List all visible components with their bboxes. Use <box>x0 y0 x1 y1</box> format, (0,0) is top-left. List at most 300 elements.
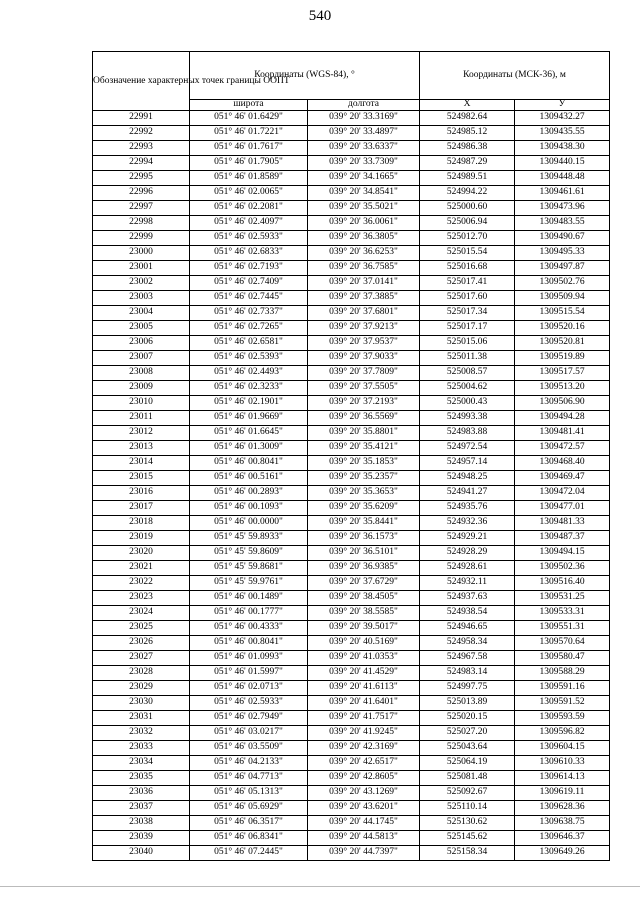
cell-point-id: 22993 <box>93 141 190 156</box>
table-row <box>93 501 610 516</box>
cell-x-coordinate: 525027.20 <box>420 726 515 741</box>
cell-longitude: 039° 20' 33.4897" <box>308 126 420 141</box>
table-row <box>93 591 610 606</box>
cell-y-coordinate: 1309469.47 <box>515 471 610 486</box>
cell-y-coordinate: 1309481.41 <box>515 426 610 441</box>
cell-longitude: 039° 20' 35.8801" <box>308 426 420 441</box>
cell-point-id: 23016 <box>93 486 190 501</box>
cell-longitude: 039° 20' 37.6801" <box>308 306 420 321</box>
cell-x-coordinate: 525064.19 <box>420 756 515 771</box>
table-row <box>93 786 610 801</box>
header-wgs84: Координаты (WGS-84), ° <box>190 52 420 100</box>
cell-point-id: 23030 <box>93 696 190 711</box>
cell-x-coordinate: 525004.62 <box>420 381 515 396</box>
table-row <box>93 696 610 711</box>
cell-latitude: 051° 46' 00.5161" <box>190 471 308 486</box>
cell-x-coordinate: 525011.38 <box>420 351 515 366</box>
cell-longitude: 039° 20' 42.8605" <box>308 771 420 786</box>
cell-latitude: 051° 46' 05.6929" <box>190 801 308 816</box>
cell-latitude: 051° 46' 02.5933" <box>190 231 308 246</box>
cell-x-coordinate: 524932.11 <box>420 576 515 591</box>
cell-y-coordinate: 1309551.31 <box>515 621 610 636</box>
cell-y-coordinate: 1309502.76 <box>515 276 610 291</box>
cell-x-coordinate: 525145.62 <box>420 831 515 846</box>
cell-x-coordinate: 525013.89 <box>420 696 515 711</box>
table-row <box>93 756 610 771</box>
cell-y-coordinate: 1309506.90 <box>515 396 610 411</box>
cell-latitude: 051° 46' 02.6581" <box>190 336 308 351</box>
cell-x-coordinate: 524928.61 <box>420 561 515 576</box>
cell-point-id: 22991 <box>93 111 190 126</box>
cell-latitude: 051° 46' 00.8041" <box>190 456 308 471</box>
cell-latitude: 051° 46' 01.3009" <box>190 441 308 456</box>
cell-latitude: 051° 46' 00.0000" <box>190 516 308 531</box>
table-row <box>93 366 610 381</box>
cell-longitude: 039° 20' 37.9033" <box>308 351 420 366</box>
cell-latitude: 051° 46' 01.7617" <box>190 141 308 156</box>
cell-longitude: 039° 20' 37.9537" <box>308 336 420 351</box>
cell-x-coordinate: 525017.34 <box>420 306 515 321</box>
cell-point-id: 23033 <box>93 741 190 756</box>
cell-longitude: 039° 20' 36.5569" <box>308 411 420 426</box>
cell-x-coordinate: 525043.64 <box>420 741 515 756</box>
cell-point-id: 22995 <box>93 171 190 186</box>
coordinates-table <box>92 51 610 861</box>
cell-y-coordinate: 1309516.40 <box>515 576 610 591</box>
cell-y-coordinate: 1309614.13 <box>515 771 610 786</box>
cell-point-id: 22994 <box>93 156 190 171</box>
cell-x-coordinate: 524972.54 <box>420 441 515 456</box>
cell-point-id: 23005 <box>93 321 190 336</box>
cell-longitude: 039° 20' 36.6253" <box>308 246 420 261</box>
table-row <box>93 651 610 666</box>
cell-y-coordinate: 1309593.59 <box>515 711 610 726</box>
table-row <box>93 516 610 531</box>
cell-point-id: 23011 <box>93 411 190 426</box>
cell-y-coordinate: 1309591.52 <box>515 696 610 711</box>
table-row <box>93 291 610 306</box>
cell-point-id: 23023 <box>93 591 190 606</box>
cell-y-coordinate: 1309519.89 <box>515 351 610 366</box>
header-point: Обозначение характерных точек границы ООПТ <box>93 52 190 111</box>
cell-y-coordinate: 1309494.28 <box>515 411 610 426</box>
cell-y-coordinate: 1309520.16 <box>515 321 610 336</box>
table-row <box>93 156 610 171</box>
cell-point-id: 23019 <box>93 531 190 546</box>
cell-x-coordinate: 525015.06 <box>420 336 515 351</box>
cell-latitude: 051° 46' 02.5393" <box>190 351 308 366</box>
cell-x-coordinate: 524986.38 <box>420 141 515 156</box>
cell-longitude: 039° 20' 37.2193" <box>308 396 420 411</box>
cell-latitude: 051° 46' 01.8589" <box>190 171 308 186</box>
cell-y-coordinate: 1309435.55 <box>515 126 610 141</box>
cell-point-id: 22998 <box>93 216 190 231</box>
cell-latitude: 051° 46' 01.7905" <box>190 156 308 171</box>
cell-x-coordinate: 524937.63 <box>420 591 515 606</box>
cell-longitude: 039° 20' 35.6209" <box>308 501 420 516</box>
cell-x-coordinate: 525092.67 <box>420 786 515 801</box>
cell-longitude: 039° 20' 38.4505" <box>308 591 420 606</box>
cell-x-coordinate: 525020.15 <box>420 711 515 726</box>
table-row <box>93 426 610 441</box>
cell-y-coordinate: 1309509.94 <box>515 291 610 306</box>
cell-longitude: 039° 20' 37.3885" <box>308 291 420 306</box>
cell-x-coordinate: 524946.65 <box>420 621 515 636</box>
table-row <box>93 276 610 291</box>
cell-point-id: 23027 <box>93 651 190 666</box>
table-row <box>93 336 610 351</box>
cell-point-id: 23003 <box>93 291 190 306</box>
cell-longitude: 039° 20' 41.0353" <box>308 651 420 666</box>
cell-longitude: 039° 20' 36.9385" <box>308 561 420 576</box>
cell-latitude: 051° 46' 02.4097" <box>190 216 308 231</box>
cell-latitude: 051° 45' 59.8933" <box>190 531 308 546</box>
cell-longitude: 039° 20' 36.7585" <box>308 261 420 276</box>
cell-x-coordinate: 524941.27 <box>420 486 515 501</box>
cell-x-coordinate: 525017.17 <box>420 321 515 336</box>
cell-longitude: 039° 20' 35.8441" <box>308 516 420 531</box>
cell-latitude: 051° 46' 02.7337" <box>190 306 308 321</box>
cell-point-id: 23004 <box>93 306 190 321</box>
cell-x-coordinate: 525012.70 <box>420 231 515 246</box>
cell-latitude: 051° 46' 04.7713" <box>190 771 308 786</box>
cell-x-coordinate: 524957.14 <box>420 456 515 471</box>
table-row <box>93 816 610 831</box>
cell-y-coordinate: 1309468.40 <box>515 456 610 471</box>
cell-y-coordinate: 1309649.26 <box>515 846 610 861</box>
cell-point-id: 22997 <box>93 201 190 216</box>
cell-y-coordinate: 1309494.15 <box>515 546 610 561</box>
cell-point-id: 23022 <box>93 576 190 591</box>
table-row <box>93 741 610 756</box>
cell-y-coordinate: 1309638.75 <box>515 816 610 831</box>
page-bottom-rule <box>0 886 640 887</box>
cell-x-coordinate: 524985.12 <box>420 126 515 141</box>
cell-y-coordinate: 1309440.15 <box>515 156 610 171</box>
cell-longitude: 039° 20' 41.6401" <box>308 696 420 711</box>
cell-x-coordinate: 524932.36 <box>420 516 515 531</box>
cell-point-id: 23021 <box>93 561 190 576</box>
cell-longitude: 039° 20' 33.3169" <box>308 111 420 126</box>
cell-y-coordinate: 1309515.54 <box>515 306 610 321</box>
cell-longitude: 039° 20' 37.7809" <box>308 366 420 381</box>
cell-longitude: 039° 20' 35.1853" <box>308 456 420 471</box>
cell-point-id: 23012 <box>93 426 190 441</box>
table-row <box>93 441 610 456</box>
cell-point-id: 23002 <box>93 276 190 291</box>
cell-longitude: 039° 20' 33.7309" <box>308 156 420 171</box>
cell-y-coordinate: 1309487.37 <box>515 531 610 546</box>
cell-y-coordinate: 1309495.33 <box>515 246 610 261</box>
cell-point-id: 23040 <box>93 846 190 861</box>
cell-longitude: 039° 20' 35.5021" <box>308 201 420 216</box>
cell-x-coordinate: 525110.14 <box>420 801 515 816</box>
cell-longitude: 039° 20' 35.4121" <box>308 441 420 456</box>
cell-y-coordinate: 1309591.16 <box>515 681 610 696</box>
cell-longitude: 039° 20' 41.6113" <box>308 681 420 696</box>
cell-x-coordinate: 524997.75 <box>420 681 515 696</box>
cell-y-coordinate: 1309619.11 <box>515 786 610 801</box>
cell-longitude: 039° 20' 44.5813" <box>308 831 420 846</box>
cell-longitude: 039° 20' 36.1573" <box>308 531 420 546</box>
cell-x-coordinate: 525016.68 <box>420 261 515 276</box>
cell-latitude: 051° 46' 07.2445" <box>190 846 308 861</box>
cell-y-coordinate: 1309461.61 <box>515 186 610 201</box>
cell-latitude: 051° 46' 06.3517" <box>190 816 308 831</box>
cell-point-id: 23034 <box>93 756 190 771</box>
cell-x-coordinate: 525130.62 <box>420 816 515 831</box>
cell-point-id: 23039 <box>93 831 190 846</box>
table-row <box>93 126 610 141</box>
cell-x-coordinate: 524928.29 <box>420 546 515 561</box>
cell-y-coordinate: 1309473.96 <box>515 201 610 216</box>
cell-latitude: 051° 46' 02.5933" <box>190 696 308 711</box>
table-row <box>93 381 610 396</box>
cell-longitude: 039° 20' 33.6337" <box>308 141 420 156</box>
table-row <box>93 396 610 411</box>
cell-point-id: 23020 <box>93 546 190 561</box>
cell-latitude: 051° 46' 06.8341" <box>190 831 308 846</box>
cell-latitude: 051° 46' 00.1777" <box>190 606 308 621</box>
cell-longitude: 039° 20' 40.5169" <box>308 636 420 651</box>
cell-latitude: 051° 45' 59.8681" <box>190 561 308 576</box>
cell-latitude: 051° 45' 59.8609" <box>190 546 308 561</box>
cell-y-coordinate: 1309533.31 <box>515 606 610 621</box>
cell-x-coordinate: 525158.34 <box>420 846 515 861</box>
cell-y-coordinate: 1309502.36 <box>515 561 610 576</box>
cell-longitude: 039° 20' 37.6729" <box>308 576 420 591</box>
cell-y-coordinate: 1309517.57 <box>515 366 610 381</box>
header-longitude: долгота <box>308 100 420 111</box>
header-msk36: Координаты (МСК-36), м <box>420 52 610 100</box>
cell-x-coordinate: 524935.76 <box>420 501 515 516</box>
cell-latitude: 051° 46' 00.2893" <box>190 486 308 501</box>
table-row <box>93 666 610 681</box>
cell-x-coordinate: 524989.51 <box>420 171 515 186</box>
cell-point-id: 23010 <box>93 396 190 411</box>
cell-longitude: 039° 20' 43.1269" <box>308 786 420 801</box>
cell-longitude: 039° 20' 34.1665" <box>308 171 420 186</box>
cell-latitude: 051° 46' 01.7221" <box>190 126 308 141</box>
cell-latitude: 051° 46' 02.7445" <box>190 291 308 306</box>
cell-longitude: 039° 20' 36.0061" <box>308 216 420 231</box>
cell-x-coordinate: 525015.54 <box>420 246 515 261</box>
table-row <box>93 576 610 591</box>
cell-y-coordinate: 1309604.15 <box>515 741 610 756</box>
cell-point-id: 23024 <box>93 606 190 621</box>
cell-longitude: 039° 20' 43.6201" <box>308 801 420 816</box>
cell-x-coordinate: 524938.54 <box>420 606 515 621</box>
table-row <box>93 231 610 246</box>
cell-y-coordinate: 1309432.27 <box>515 111 610 126</box>
cell-longitude: 039° 20' 41.7517" <box>308 711 420 726</box>
cell-y-coordinate: 1309513.20 <box>515 381 610 396</box>
table-row <box>93 726 610 741</box>
cell-point-id: 23029 <box>93 681 190 696</box>
cell-point-id: 23036 <box>93 786 190 801</box>
cell-point-id: 23014 <box>93 456 190 471</box>
cell-y-coordinate: 1309570.64 <box>515 636 610 651</box>
cell-x-coordinate: 525081.48 <box>420 771 515 786</box>
cell-point-id: 22996 <box>93 186 190 201</box>
cell-point-id: 23000 <box>93 246 190 261</box>
cell-point-id: 22992 <box>93 126 190 141</box>
cell-longitude: 039° 20' 37.0141" <box>308 276 420 291</box>
cell-point-id: 23035 <box>93 771 190 786</box>
cell-latitude: 051° 46' 02.7265" <box>190 321 308 336</box>
table-row <box>93 681 610 696</box>
cell-x-coordinate: 524987.29 <box>420 156 515 171</box>
cell-point-id: 23031 <box>93 711 190 726</box>
cell-point-id: 23013 <box>93 441 190 456</box>
table-row <box>93 351 610 366</box>
header-y: У <box>515 100 610 111</box>
cell-latitude: 051° 45' 59.9761" <box>190 576 308 591</box>
table-row <box>93 846 610 861</box>
cell-x-coordinate: 525008.57 <box>420 366 515 381</box>
table-row <box>93 306 610 321</box>
cell-point-id: 23032 <box>93 726 190 741</box>
table-row <box>93 486 610 501</box>
cell-y-coordinate: 1309588.29 <box>515 666 610 681</box>
header-latitude: широта <box>190 100 308 111</box>
cell-longitude: 039° 20' 36.3805" <box>308 231 420 246</box>
cell-latitude: 051° 46' 02.3233" <box>190 381 308 396</box>
cell-longitude: 039° 20' 37.5505" <box>308 381 420 396</box>
cell-longitude: 039° 20' 37.9213" <box>308 321 420 336</box>
cell-point-id: 23001 <box>93 261 190 276</box>
cell-x-coordinate: 524958.34 <box>420 636 515 651</box>
cell-y-coordinate: 1309448.48 <box>515 171 610 186</box>
cell-point-id: 23007 <box>93 351 190 366</box>
cell-y-coordinate: 1309580.47 <box>515 651 610 666</box>
table-row <box>93 531 610 546</box>
cell-x-coordinate: 524983.14 <box>420 666 515 681</box>
table-row <box>93 261 610 276</box>
table-row <box>93 546 610 561</box>
cell-y-coordinate: 1309438.30 <box>515 141 610 156</box>
cell-latitude: 051° 46' 02.0065" <box>190 186 308 201</box>
cell-latitude: 051° 46' 04.2133" <box>190 756 308 771</box>
table-row <box>93 216 610 231</box>
cell-longitude: 039° 20' 38.5585" <box>308 606 420 621</box>
cell-x-coordinate: 524929.21 <box>420 531 515 546</box>
cell-latitude: 051° 46' 01.6429" <box>190 111 308 126</box>
cell-point-id: 23018 <box>93 516 190 531</box>
table-row <box>93 201 610 216</box>
table-row <box>93 606 610 621</box>
cell-latitude: 051° 46' 00.1489" <box>190 591 308 606</box>
cell-longitude: 039° 20' 41.4529" <box>308 666 420 681</box>
cell-x-coordinate: 524982.64 <box>420 111 515 126</box>
cell-latitude: 051° 46' 03.0217" <box>190 726 308 741</box>
cell-y-coordinate: 1309520.81 <box>515 336 610 351</box>
cell-latitude: 051° 46' 02.1901" <box>190 396 308 411</box>
cell-latitude: 051° 46' 02.4493" <box>190 366 308 381</box>
cell-y-coordinate: 1309483.55 <box>515 216 610 231</box>
table-row <box>93 246 610 261</box>
cell-latitude: 051° 46' 00.4333" <box>190 621 308 636</box>
cell-latitude: 051° 46' 01.0993" <box>190 651 308 666</box>
cell-y-coordinate: 1309497.87 <box>515 261 610 276</box>
cell-y-coordinate: 1309646.37 <box>515 831 610 846</box>
cell-longitude: 039° 20' 42.6517" <box>308 756 420 771</box>
cell-point-id: 22999 <box>93 231 190 246</box>
table-row <box>93 411 610 426</box>
cell-latitude: 051° 46' 03.5509" <box>190 741 308 756</box>
cell-x-coordinate: 524948.25 <box>420 471 515 486</box>
cell-x-coordinate: 525017.60 <box>420 291 515 306</box>
cell-y-coordinate: 1309628.36 <box>515 801 610 816</box>
cell-x-coordinate: 524993.38 <box>420 411 515 426</box>
cell-y-coordinate: 1309610.33 <box>515 756 610 771</box>
table-row <box>93 636 610 651</box>
cell-x-coordinate: 524967.58 <box>420 651 515 666</box>
cell-point-id: 23015 <box>93 471 190 486</box>
cell-longitude: 039° 20' 41.9245" <box>308 726 420 741</box>
cell-x-coordinate: 525000.43 <box>420 396 515 411</box>
cell-longitude: 039° 20' 36.5101" <box>308 546 420 561</box>
cell-point-id: 23028 <box>93 666 190 681</box>
cell-y-coordinate: 1309481.33 <box>515 516 610 531</box>
page-number: 540 <box>308 8 332 24</box>
cell-longitude: 039° 20' 34.8541" <box>308 186 420 201</box>
cell-point-id: 23037 <box>93 801 190 816</box>
cell-latitude: 051° 46' 02.7193" <box>190 261 308 276</box>
table-row <box>93 561 610 576</box>
cell-latitude: 051° 46' 02.7409" <box>190 276 308 291</box>
cell-point-id: 23008 <box>93 366 190 381</box>
cell-point-id: 23026 <box>93 636 190 651</box>
table-row <box>93 471 610 486</box>
cell-latitude: 051° 46' 05.1313" <box>190 786 308 801</box>
cell-x-coordinate: 525006.94 <box>420 216 515 231</box>
cell-latitude: 051° 46' 01.6645" <box>190 426 308 441</box>
cell-point-id: 23006 <box>93 336 190 351</box>
cell-x-coordinate: 524983.88 <box>420 426 515 441</box>
table-body <box>93 111 610 861</box>
table-row <box>93 141 610 156</box>
cell-longitude: 039° 20' 42.3169" <box>308 741 420 756</box>
table-row <box>93 456 610 471</box>
cell-latitude: 051° 46' 00.8041" <box>190 636 308 651</box>
cell-latitude: 051° 46' 01.5997" <box>190 666 308 681</box>
header-x: X <box>420 100 515 111</box>
cell-y-coordinate: 1309472.57 <box>515 441 610 456</box>
cell-point-id: 23017 <box>93 501 190 516</box>
table-row <box>93 801 610 816</box>
table-row <box>93 186 610 201</box>
table-row <box>93 111 610 126</box>
table-row <box>93 711 610 726</box>
table-row <box>93 831 610 846</box>
cell-x-coordinate: 525000.60 <box>420 201 515 216</box>
cell-y-coordinate: 1309531.25 <box>515 591 610 606</box>
cell-latitude: 051° 46' 02.6833" <box>190 246 308 261</box>
cell-y-coordinate: 1309490.67 <box>515 231 610 246</box>
cell-longitude: 039° 20' 44.7397" <box>308 846 420 861</box>
cell-longitude: 039° 20' 35.2357" <box>308 471 420 486</box>
cell-y-coordinate: 1309472.04 <box>515 486 610 501</box>
table-row <box>93 621 610 636</box>
cell-latitude: 051° 46' 00.1093" <box>190 501 308 516</box>
cell-latitude: 051° 46' 02.0713" <box>190 681 308 696</box>
cell-point-id: 23025 <box>93 621 190 636</box>
cell-y-coordinate: 1309596.82 <box>515 726 610 741</box>
cell-longitude: 039° 20' 39.5017" <box>308 621 420 636</box>
cell-latitude: 051° 46' 02.7949" <box>190 711 308 726</box>
cell-longitude: 039° 20' 44.1745" <box>308 816 420 831</box>
